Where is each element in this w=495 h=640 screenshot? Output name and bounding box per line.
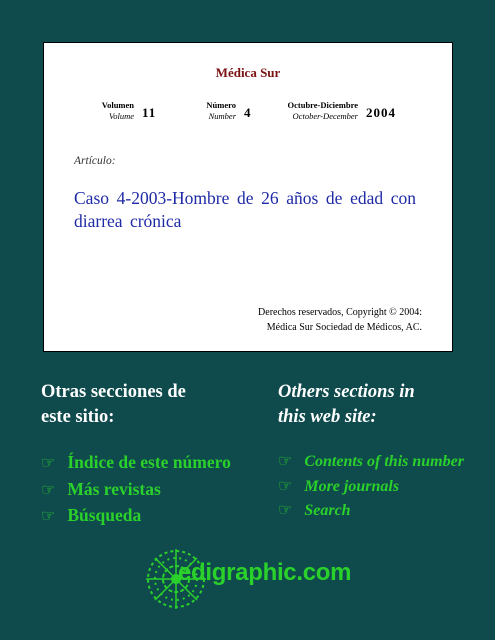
medigraphic-logo[interactable]	[143, 544, 353, 614]
link-more-journals[interactable]: ☞ More journals	[278, 477, 400, 495]
link-search[interactable]: ☞ Search	[278, 502, 351, 519]
links-es	[41, 450, 231, 530]
volume-label: Volumen Volume	[101, 100, 134, 121]
link-indice[interactable]: ☞ Índice de este número	[41, 452, 231, 472]
sections-heading-en: Others sections in this web site:	[278, 382, 415, 427]
copyright	[192, 305, 422, 335]
journal-card	[43, 42, 453, 352]
pointing-hand-icon: ☞	[41, 508, 56, 525]
link-mas-revistas[interactable]: ☞ Más revistas	[41, 478, 161, 499]
period-label: Octubre-Diciembre October-December	[287, 100, 358, 121]
volume-value: 11	[142, 105, 157, 120]
number-value: 4	[244, 105, 252, 120]
medigraphic-wordmark: edigraphic.com	[178, 559, 352, 586]
journal-name: Médica Sur	[215, 65, 281, 80]
number-label: Número Number	[206, 100, 236, 121]
pointing-hand-icon: ☞	[278, 477, 293, 495]
pointing-hand-icon: ☞	[41, 455, 56, 472]
year-value: 2004	[366, 105, 396, 120]
article-title: Caso 4-2003-Hombre de 26 años de edad con diarrea crónica	[74, 188, 416, 231]
link-contents[interactable]: ☞ Contents of this number	[278, 453, 464, 470]
pointing-hand-icon: ☞	[278, 502, 293, 519]
copyright-line-2: Médica Sur Sociedad de Médicos, AC.	[266, 322, 422, 333]
copyright-line-1: Derechos reservados, Copyright © 2004:	[258, 307, 422, 318]
pointing-hand-icon: ☞	[41, 481, 56, 499]
article-label: Artículo:	[74, 155, 116, 167]
link-busqueda[interactable]: ☞ Búsqueda	[41, 505, 142, 525]
links-en	[278, 450, 464, 524]
sections-heading-es: Otras secciones de este sitio:	[41, 382, 186, 427]
pointing-hand-icon: ☞	[278, 453, 293, 470]
